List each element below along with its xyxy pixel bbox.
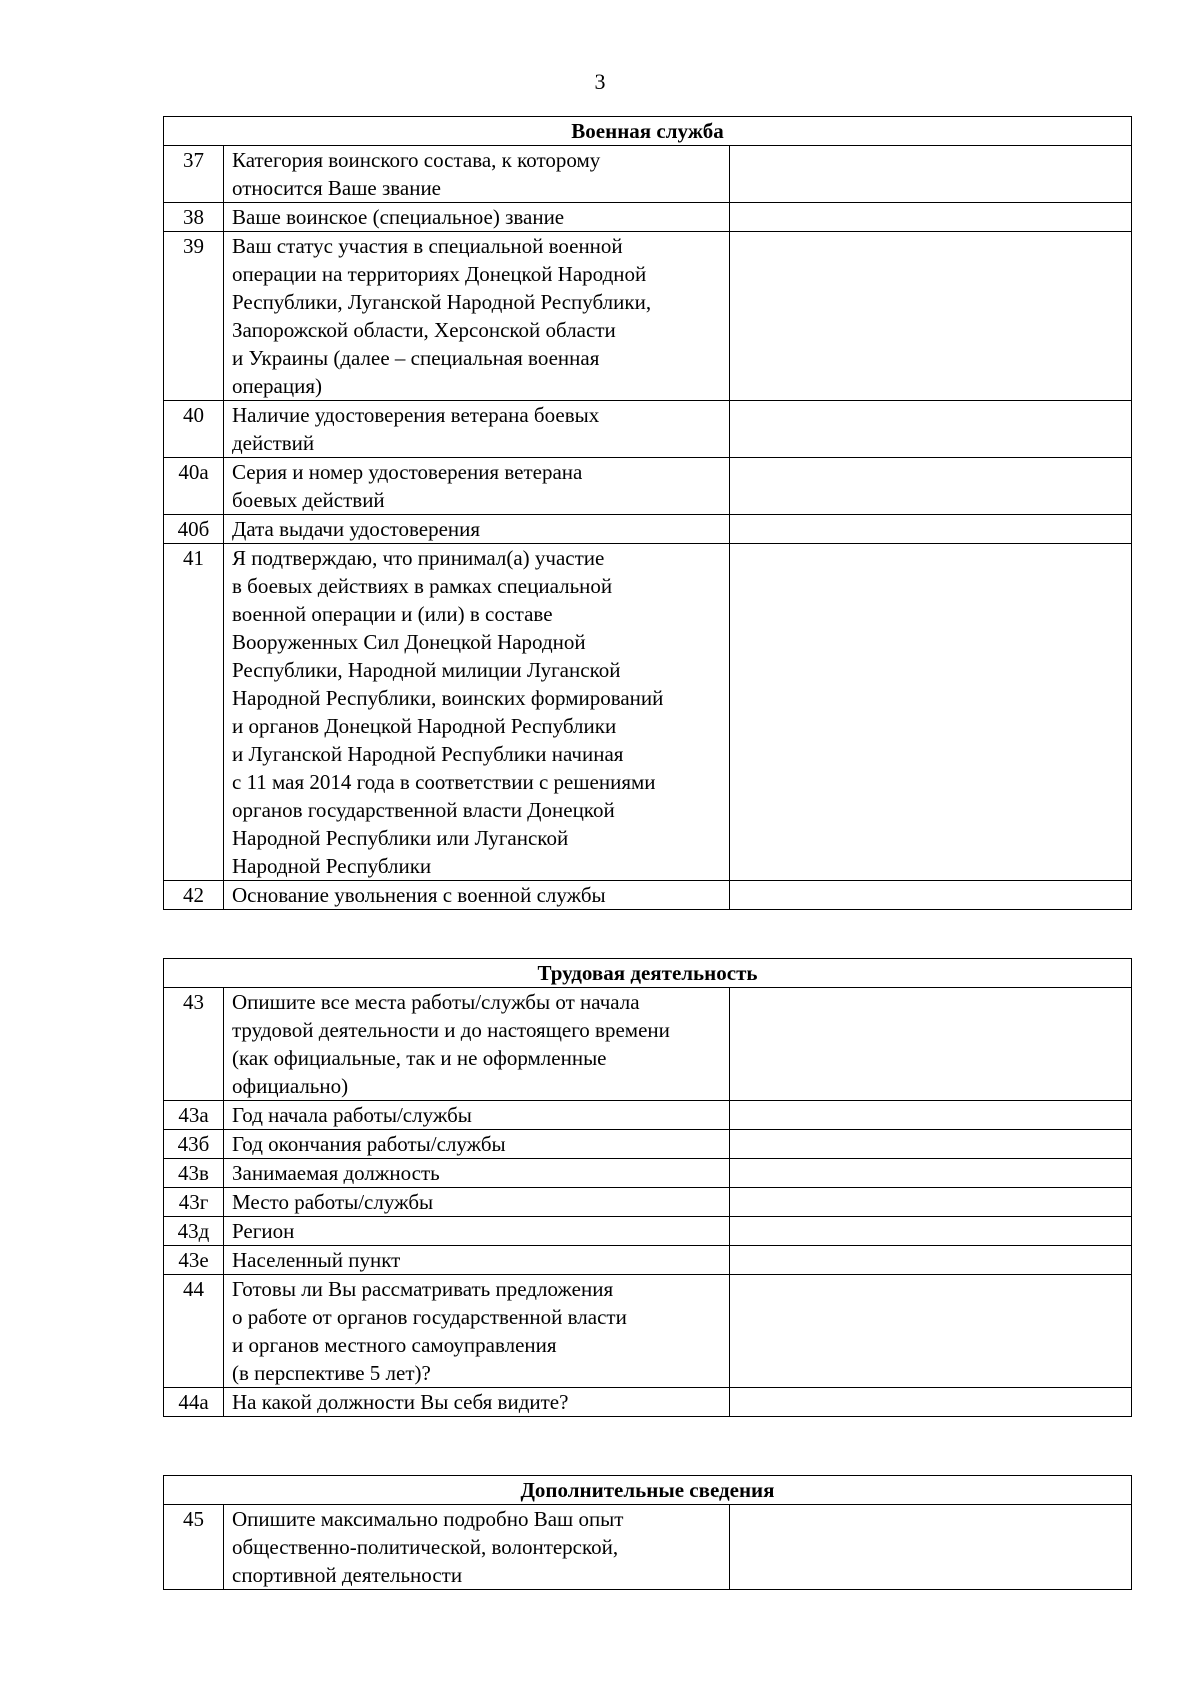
question-text: Категория воинского состава, к которому относится Ваше звание bbox=[224, 146, 730, 203]
question-number: 40 bbox=[164, 401, 224, 458]
answer-field[interactable] bbox=[730, 881, 1132, 910]
question-number: 39 bbox=[164, 232, 224, 401]
table-row bbox=[164, 1275, 1132, 1388]
question-text: Место работы/службы bbox=[224, 1188, 730, 1217]
answer-field[interactable] bbox=[730, 1275, 1132, 1388]
answer-field[interactable] bbox=[730, 1130, 1132, 1159]
question-text: Год начала работы/службы bbox=[224, 1101, 730, 1130]
question-number: 42 bbox=[164, 881, 224, 910]
section-table-employment bbox=[163, 958, 1132, 1417]
answer-field[interactable] bbox=[730, 1246, 1132, 1275]
answer-field[interactable] bbox=[730, 1188, 1132, 1217]
table-row bbox=[164, 1188, 1132, 1217]
question-text: Опишите максимально подробно Ваш опыт общественно-политической, волонтерской, спортивной деятельности bbox=[224, 1505, 730, 1590]
answer-field[interactable] bbox=[730, 401, 1132, 458]
question-number: 43 bbox=[164, 988, 224, 1101]
table-row bbox=[164, 458, 1132, 515]
question-text: На какой должности Вы себя видите? bbox=[224, 1388, 730, 1417]
answer-field[interactable] bbox=[730, 544, 1132, 881]
answer-field[interactable] bbox=[730, 1505, 1132, 1590]
question-text: Серия и номер удостоверения ветерана боевых действий bbox=[224, 458, 730, 515]
table-row bbox=[164, 1388, 1132, 1417]
question-text: Опишите все места работы/службы от начала трудовой деятельности и до настоящего времени (как официальные, так и не оформленные официально) bbox=[224, 988, 730, 1101]
answer-field[interactable] bbox=[730, 203, 1132, 232]
question-text: Регион bbox=[224, 1217, 730, 1246]
table-row bbox=[164, 1246, 1132, 1275]
question-text: Занимаемая должность bbox=[224, 1159, 730, 1188]
table-row bbox=[164, 881, 1132, 910]
answer-field[interactable] bbox=[730, 232, 1132, 401]
table-row bbox=[164, 1130, 1132, 1159]
section-table-additional bbox=[163, 1475, 1132, 1590]
question-text: Ваш статус участия в специальной военной операции на территориях Донецкой Народной Республики, Луганской Народной Республики, Запорожской области, Херсонской области и Украины (далее – специальная военная операция) bbox=[224, 232, 730, 401]
answer-field[interactable] bbox=[730, 1101, 1132, 1130]
table-row bbox=[164, 1217, 1132, 1246]
question-number: 43г bbox=[164, 1188, 224, 1217]
table-row bbox=[164, 232, 1132, 401]
question-text: Я подтверждаю, что принимал(а) участие в боевых действиях в рамках специальной военной операции и (или) в составе Вооруженных Сил Донецкой Народной Республики, Народной милиции Луганской Народной Республики, воинских формирований и органов Донецкой Народной Республики и Луганской Народной Республики начиная с 11 мая 2014 года в соответствии с решениями органов государственной власти Донецкой Народной Республики или Луганской Народной Республики bbox=[224, 544, 730, 881]
answer-field[interactable] bbox=[730, 1159, 1132, 1188]
question-text: Дата выдачи удостоверения bbox=[224, 515, 730, 544]
question-text: Год окончания работы/службы bbox=[224, 1130, 730, 1159]
question-number: 43д bbox=[164, 1217, 224, 1246]
question-number: 38 bbox=[164, 203, 224, 232]
answer-field[interactable] bbox=[730, 146, 1132, 203]
question-number: 45 bbox=[164, 1505, 224, 1590]
answer-field[interactable] bbox=[730, 1217, 1132, 1246]
question-number: 43в bbox=[164, 1159, 224, 1188]
question-number: 43б bbox=[164, 1130, 224, 1159]
table-row bbox=[164, 1505, 1132, 1590]
question-number: 44а bbox=[164, 1388, 224, 1417]
question-number: 44 bbox=[164, 1275, 224, 1388]
question-text: Готовы ли Вы рассматривать предложения о работе от органов государственной власти и органов местного самоуправления (в перспективе 5 лет)? bbox=[224, 1275, 730, 1388]
page-number: 3 bbox=[594, 69, 606, 94]
table-row bbox=[164, 203, 1132, 232]
question-number: 40б bbox=[164, 515, 224, 544]
question-number: 37 bbox=[164, 146, 224, 203]
table-row bbox=[164, 146, 1132, 203]
question-text: Наличие удостоверения ветерана боевых действий bbox=[224, 401, 730, 458]
table-row bbox=[164, 1101, 1132, 1130]
question-text: Ваше воинское (специальное) звание bbox=[224, 203, 730, 232]
answer-field[interactable] bbox=[730, 988, 1132, 1101]
table-row bbox=[164, 401, 1132, 458]
section-title: Военная служба bbox=[164, 117, 1132, 146]
answer-field[interactable] bbox=[730, 458, 1132, 515]
question-text: Населенный пункт bbox=[224, 1246, 730, 1275]
question-text: Основание увольнения с военной службы bbox=[224, 881, 730, 910]
question-number: 40а bbox=[164, 458, 224, 515]
section-table-military bbox=[163, 116, 1132, 910]
table-row bbox=[164, 1159, 1132, 1188]
question-number: 41 bbox=[164, 544, 224, 881]
answer-field[interactable] bbox=[730, 1388, 1132, 1417]
answer-field[interactable] bbox=[730, 515, 1132, 544]
table-row bbox=[164, 544, 1132, 881]
section-title: Дополнительные сведения bbox=[164, 1476, 1132, 1505]
section-title: Трудовая деятельность bbox=[164, 959, 1132, 988]
question-number: 43а bbox=[164, 1101, 224, 1130]
question-number: 43е bbox=[164, 1246, 224, 1275]
table-row bbox=[164, 515, 1132, 544]
table-row bbox=[164, 988, 1132, 1101]
